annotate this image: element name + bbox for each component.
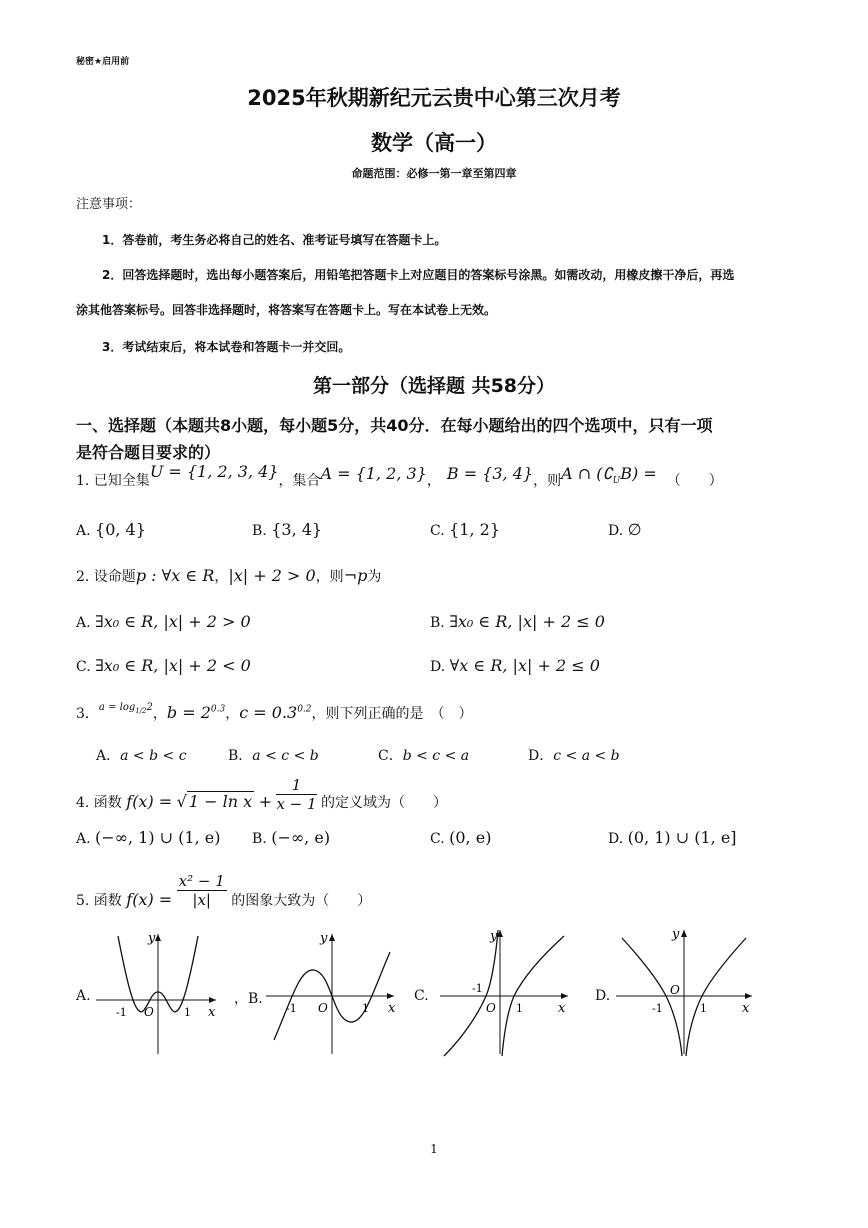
q4-fraction: $\frac{1}{x - 1}$ xyxy=(276,776,317,813)
q5-option-c-label: C. xyxy=(414,988,429,1004)
q4-option-a: A. (−∞, 1) ∪ (1, e) xyxy=(76,828,221,847)
q2-option-d: D. ∀x ∈ R, |x| + 2 ≤ 0 xyxy=(430,656,600,675)
q5-graph-c xyxy=(436,924,576,1060)
q5-option-a-label: A. xyxy=(76,988,91,1004)
graph-c-origin: O xyxy=(486,1001,496,1015)
graph-a-origin: O xyxy=(144,1005,154,1019)
graph-d-pos1: 1 xyxy=(700,1002,707,1015)
note-item: 1．答卷前，考生务必将自己的姓名、准考证号填写在答题卡上。 xyxy=(102,233,447,247)
q1-set-a: A = {1, 2, 3} xyxy=(320,464,427,483)
q5-graph-b xyxy=(262,928,402,1058)
q1-expression: A ∩ $(∁_UB)$ = xyxy=(561,464,657,487)
graph-a-y-label: y xyxy=(148,931,156,946)
q4-option-b: B. (−∞, e) xyxy=(252,828,331,847)
note-item: 3．考试结束后，将本试卷和答题卡一并交回。 xyxy=(102,340,351,354)
graph-d-y-label: y xyxy=(672,927,680,942)
q5-option-d-label: D. xyxy=(595,988,611,1004)
q2-option-c: C. ∃x₀ ∈ R, |x| + 2 < 0 xyxy=(76,656,251,675)
q3-option-c: C．b < c < a xyxy=(378,748,470,764)
q1-answer-paren: （ ） xyxy=(666,473,723,489)
q5-fraction: $\frac{\text{x² − 1}}{|x|}$ xyxy=(178,872,225,909)
graph-c-pos1: 1 xyxy=(516,1002,523,1015)
q1-text: ，集合 xyxy=(278,473,321,489)
q3-b-expr: $b = 2^{0.3}$ xyxy=(166,703,226,722)
q2-option-a: A. ∃x₀ ∈ R, |x| + 2 > 0 xyxy=(76,612,251,631)
exam-scope: 命题范围：必修一第一章至第四章 xyxy=(351,167,517,180)
q2-option-b: B. ∃x₀ ∈ R, |x| + 2 ≤ 0 xyxy=(430,612,605,631)
exam-subject: 数学（高一） xyxy=(371,131,497,155)
question-2: 2. 设命题p : ∀x ∈ R，|x| + 2 > 0，则¬p为 xyxy=(76,566,382,585)
question-1 xyxy=(76,462,723,492)
note-item: 2．回答选择题时，选出每小题答案后，用铅笔把答题卡上对应题目的答案标号涂黑。如需改动，用橡皮擦干净后，再选 xyxy=(102,268,735,282)
graph-c-neg1: -1 xyxy=(472,982,483,995)
q3-option-d: D．c < a < b xyxy=(528,748,620,764)
q3-c-expr: $c = 0.3^{0.2}$ xyxy=(239,703,312,722)
graph-d-origin: O xyxy=(670,983,680,997)
graph-a-x-label: x xyxy=(208,1005,216,1020)
q1-set-b: B = {3, 4} xyxy=(446,464,534,483)
section-heading-line2: 是符合题目要求的） xyxy=(76,443,221,462)
q1-text2: ，则 xyxy=(533,473,562,489)
graph-c-y-label: y xyxy=(490,929,498,944)
page-number: 1 xyxy=(430,1142,438,1156)
graph-a-neg1: -1 xyxy=(116,1006,127,1019)
q1-sep: ， xyxy=(426,473,441,489)
exam-title: 2025年秋期新纪元云贵中心第三次月考 xyxy=(247,86,621,110)
question-5: 5. 函数 f(x) = $\frac{\text{x² − 1}}{|x|}$ 的图象大致为（ ） xyxy=(76,872,372,909)
q1-option-b: B. {3, 4} xyxy=(252,520,323,539)
q1-universal-set: U = {1, 2, 3, 4} xyxy=(149,462,279,481)
q5-graph-a xyxy=(92,928,222,1058)
q3-a-expr: a = log1/22 xyxy=(98,702,153,715)
graph-c-x-label: x xyxy=(558,1001,566,1016)
q4-option-d: D. (0, 1) ∪ (1, e] xyxy=(608,828,737,847)
question-4: 4. 函数 f(x) = √ 1 − ln x + $\frac{1}{x - 1}$ 的定义域为（ ） xyxy=(76,776,448,813)
q5-graph-d xyxy=(612,924,762,1060)
q5-option-b-label: ，B. xyxy=(234,991,263,1007)
notes-heading: 注意事项： xyxy=(76,197,142,212)
graph-b-neg1: -1 xyxy=(286,1002,297,1015)
q4-sqrt: √ 1 − ln x xyxy=(176,791,253,811)
section-heading-line1: 一、选择题（本题共8小题，每小题5分，共40分．在每小题给出的四个选项中，只有一项 xyxy=(76,416,713,435)
q1-option-a: A. {0, 4} xyxy=(76,520,146,539)
q1-option-d: D. ∅ xyxy=(608,520,642,539)
graph-b-origin: O xyxy=(318,1001,328,1015)
graph-b-y-label: y xyxy=(320,931,328,946)
q3-option-b: B．a < c < b xyxy=(228,748,319,764)
graph-b-pos1: 1 xyxy=(362,1002,369,1015)
q4-option-c: C. (0, e) xyxy=(430,828,492,847)
note-item: 涂其他答案标号。回答非选择题时，将答案写在答题卡上。写在本试卷上无效。 xyxy=(76,303,497,317)
confidential-mark: 秘密★启用前 xyxy=(76,57,130,67)
question-3: 3．$^{a = log_{1/2}2}$，$b = 2^{0.3}$，$c = 0.3^{0.2}$，则下列正确的是 （ ） xyxy=(76,702,473,722)
q3-option-a: A．a < b < c xyxy=(96,748,187,764)
graph-b-x-label: x xyxy=(388,1001,396,1016)
graph-a-pos1: 1 xyxy=(184,1006,191,1019)
graph-d-neg1: -1 xyxy=(652,1002,663,1015)
q1-number: 1. 已知全集 xyxy=(76,473,150,489)
graph-d-x-label: x xyxy=(742,1001,750,1016)
part-heading: 第一部分（选择题 共58分） xyxy=(312,375,556,397)
q1-option-c: C. {1, 2} xyxy=(430,520,501,539)
